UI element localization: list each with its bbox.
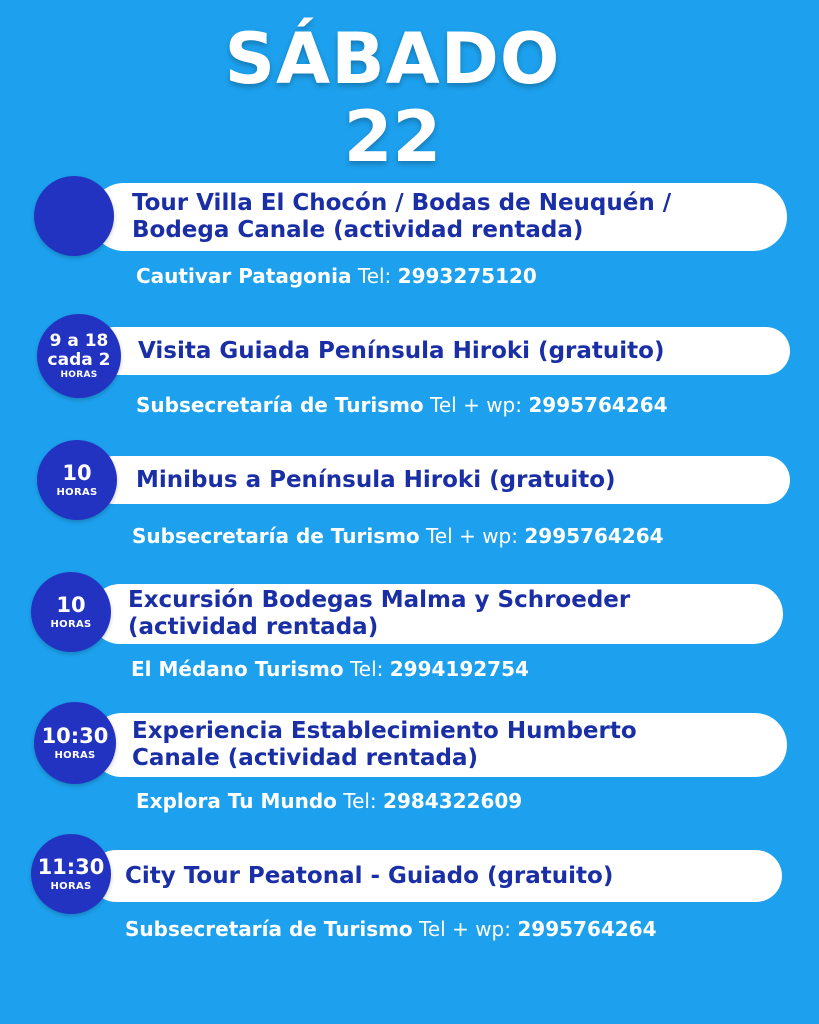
badge-time: 10 (56, 592, 86, 617)
event-contact (132, 524, 664, 548)
badge-unit: HORAS (50, 881, 92, 893)
contact-tel-label: Tel: (349, 657, 384, 681)
event-title-pill (90, 584, 783, 644)
badge-unit: HORAS (60, 370, 98, 381)
time-badge (34, 176, 114, 256)
badge-time: 11:30 (37, 854, 105, 879)
event-title-pill (90, 456, 790, 504)
contact-tel-label: Tel + wp: (430, 393, 522, 417)
contact-phone: 2995764264 (524, 524, 664, 548)
time-badge (37, 440, 117, 520)
contact-phone: 2984322609 (383, 789, 523, 813)
title-day: SÁBADO (224, 18, 561, 100)
contact-org: El Médano Turismo (131, 657, 344, 681)
badge-unit: HORAS (50, 619, 92, 631)
contact-phone: 2993275120 (397, 264, 537, 288)
contact-org: Cautivar Patagonia (136, 264, 352, 288)
event-title: Minibus a Península Hiroki (gratuito) (136, 466, 616, 493)
event-title: Visita Guiada Península Hiroki (gratuito) (138, 337, 665, 364)
event-contact (136, 264, 537, 288)
badge-time: 10:30 (41, 723, 109, 748)
badge-time: cada 2 (47, 349, 111, 370)
title-date: 22 (343, 96, 442, 178)
contact-tel-label: Tel + wp: (426, 524, 518, 548)
event-title: Experiencia Establecimiento Humberto Canale (actividad rentada) (132, 718, 637, 771)
badge-time: 9 a 18 (49, 330, 109, 351)
badge-time: 10 (62, 460, 92, 485)
badge-unit: HORAS (56, 487, 98, 499)
time-badge (31, 572, 111, 652)
time-badge (31, 834, 111, 914)
contact-tel-label: Tel + wp: (419, 917, 511, 941)
contact-org: Subsecretaría de Turismo (125, 917, 413, 941)
contact-phone: 2995764264 (517, 917, 657, 941)
event-contact (131, 657, 529, 681)
event-title-pill (90, 713, 787, 777)
contact-phone: 2995764264 (528, 393, 668, 417)
time-badge (34, 702, 116, 784)
page-title (0, 18, 785, 178)
contact-phone: 2994192754 (389, 657, 529, 681)
event-title-pill (90, 850, 782, 902)
contact-org: Subsecretaría de Turismo (132, 524, 420, 548)
contact-org: Subsecretaría de Turismo (136, 393, 424, 417)
event-title: City Tour Peatonal - Guiado (gratuito) (125, 862, 614, 889)
event-contact (125, 917, 657, 941)
contact-org: Explora Tu Mundo (136, 789, 337, 813)
event-title-pill (90, 327, 790, 375)
time-badge (37, 314, 121, 398)
contact-tel-label: Tel: (357, 264, 392, 288)
event-contact (136, 393, 668, 417)
event-contact (136, 789, 522, 813)
event-title-pill (90, 183, 787, 251)
event-title: Excursión Bodegas Malma y Schroeder (actividad rentada) (128, 587, 631, 640)
contact-tel-label: Tel: (343, 789, 377, 813)
badge-unit: HORAS (54, 750, 96, 762)
event-title: Tour Villa El Chocón / Bodas de Neuquén / Bodega Canale (actividad rentada) (132, 190, 672, 243)
